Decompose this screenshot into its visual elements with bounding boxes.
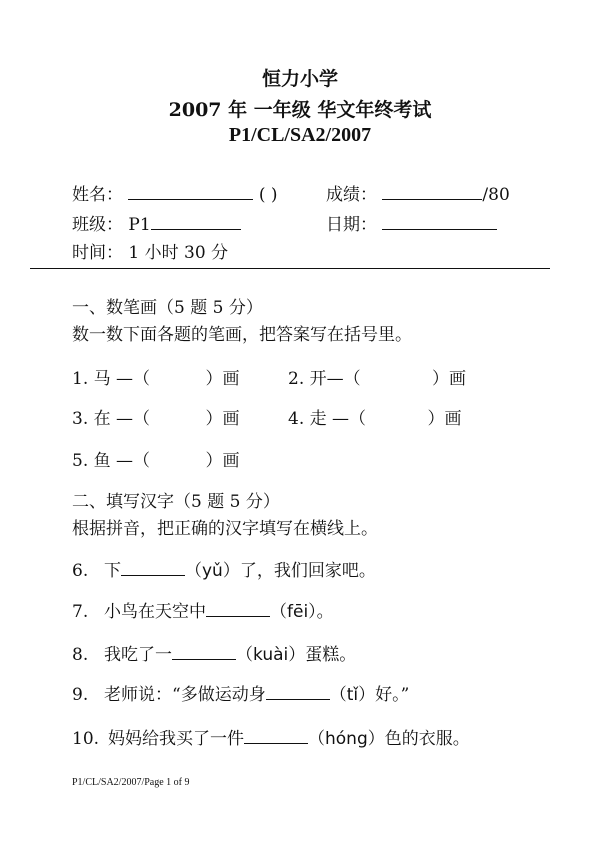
date-row	[326, 210, 497, 235]
name-row	[72, 180, 277, 205]
question-9: 9. 老师说：“多做运动身 （tǐ）好。”	[72, 685, 410, 705]
question-3: 3. 在 —（ ）画	[72, 409, 240, 429]
question-6: 6. 下 （yǔ）了，我们回家吧。	[72, 561, 376, 581]
answer-field[interactable]	[206, 602, 270, 617]
answer-field[interactable]	[172, 645, 236, 660]
question-char: 走	[309, 409, 327, 429]
name-label: 姓名：	[72, 185, 123, 205]
time-row	[72, 238, 228, 263]
question-7: 7. 小鸟在天空中 （fēi）。	[72, 602, 334, 622]
question-10: 10. 妈妈给我买了一件 （hóng）色的衣服。	[72, 729, 470, 749]
answer-field[interactable]	[371, 410, 427, 424]
section1-instruction: 数一数下面各题的笔画，把答案写在括号里。	[72, 325, 412, 345]
exam-title: 2007 年 一年级 华文年终考试	[168, 99, 432, 121]
answer-field[interactable]	[244, 729, 308, 744]
pinyin: tǐ	[346, 685, 359, 705]
class-value: P1	[128, 215, 151, 235]
answer-field[interactable]	[366, 370, 432, 384]
answer-field[interactable]	[155, 370, 205, 384]
pinyin: fēi	[287, 602, 309, 622]
question-char: 在	[93, 409, 111, 429]
question-5: 5. 鱼 —（ ）画	[72, 451, 240, 471]
answer-field[interactable]	[155, 452, 205, 466]
pinyin: yǔ	[202, 561, 223, 581]
name-field[interactable]	[128, 185, 253, 200]
question-1: 1. 马 —（ ）画	[72, 369, 240, 389]
answer-field[interactable]	[121, 561, 185, 576]
divider	[30, 268, 550, 269]
answer-field[interactable]	[155, 410, 205, 424]
answer-field[interactable]	[266, 685, 330, 700]
exam-code: P1/CL/SA2/2007	[228, 124, 372, 146]
class-row	[72, 210, 241, 235]
question-4: 4. 走 —（ ）画	[288, 409, 462, 429]
question-char: 开	[309, 369, 327, 389]
section2-title: 二、填写汉字（5 题 5 分）	[72, 492, 280, 512]
score-field[interactable]	[382, 185, 482, 200]
score-row	[326, 180, 510, 205]
class-number-paren: ( )	[258, 185, 278, 205]
date-label: 日期：	[326, 215, 377, 235]
question-8: 8. 我吃了一 （kuài）蛋糕。	[72, 645, 357, 665]
question-char: 马	[93, 369, 111, 389]
section1-title: 一、数笔画（5 题 5 分）	[72, 298, 263, 318]
pinyin: hóng	[325, 729, 368, 749]
time-value: 1 小时 30 分	[128, 243, 229, 263]
score-total: /80	[482, 185, 510, 205]
class-label: 班级：	[72, 215, 123, 235]
score-label: 成绩：	[326, 185, 377, 205]
time-label: 时间：	[72, 243, 123, 263]
school-name: 恒力小学	[261, 68, 338, 90]
class-field[interactable]	[151, 215, 241, 230]
date-field[interactable]	[382, 215, 497, 230]
pinyin: kuài	[253, 645, 289, 665]
question-char: 鱼	[93, 451, 111, 471]
page-footer: P1/CL/SA2/2007/Page 1 of 9	[72, 777, 190, 788]
section2-instruction: 根据拼音，把正确的汉字填写在横线上。	[72, 519, 378, 539]
question-2: 2. 开—（ ）画	[288, 369, 467, 389]
